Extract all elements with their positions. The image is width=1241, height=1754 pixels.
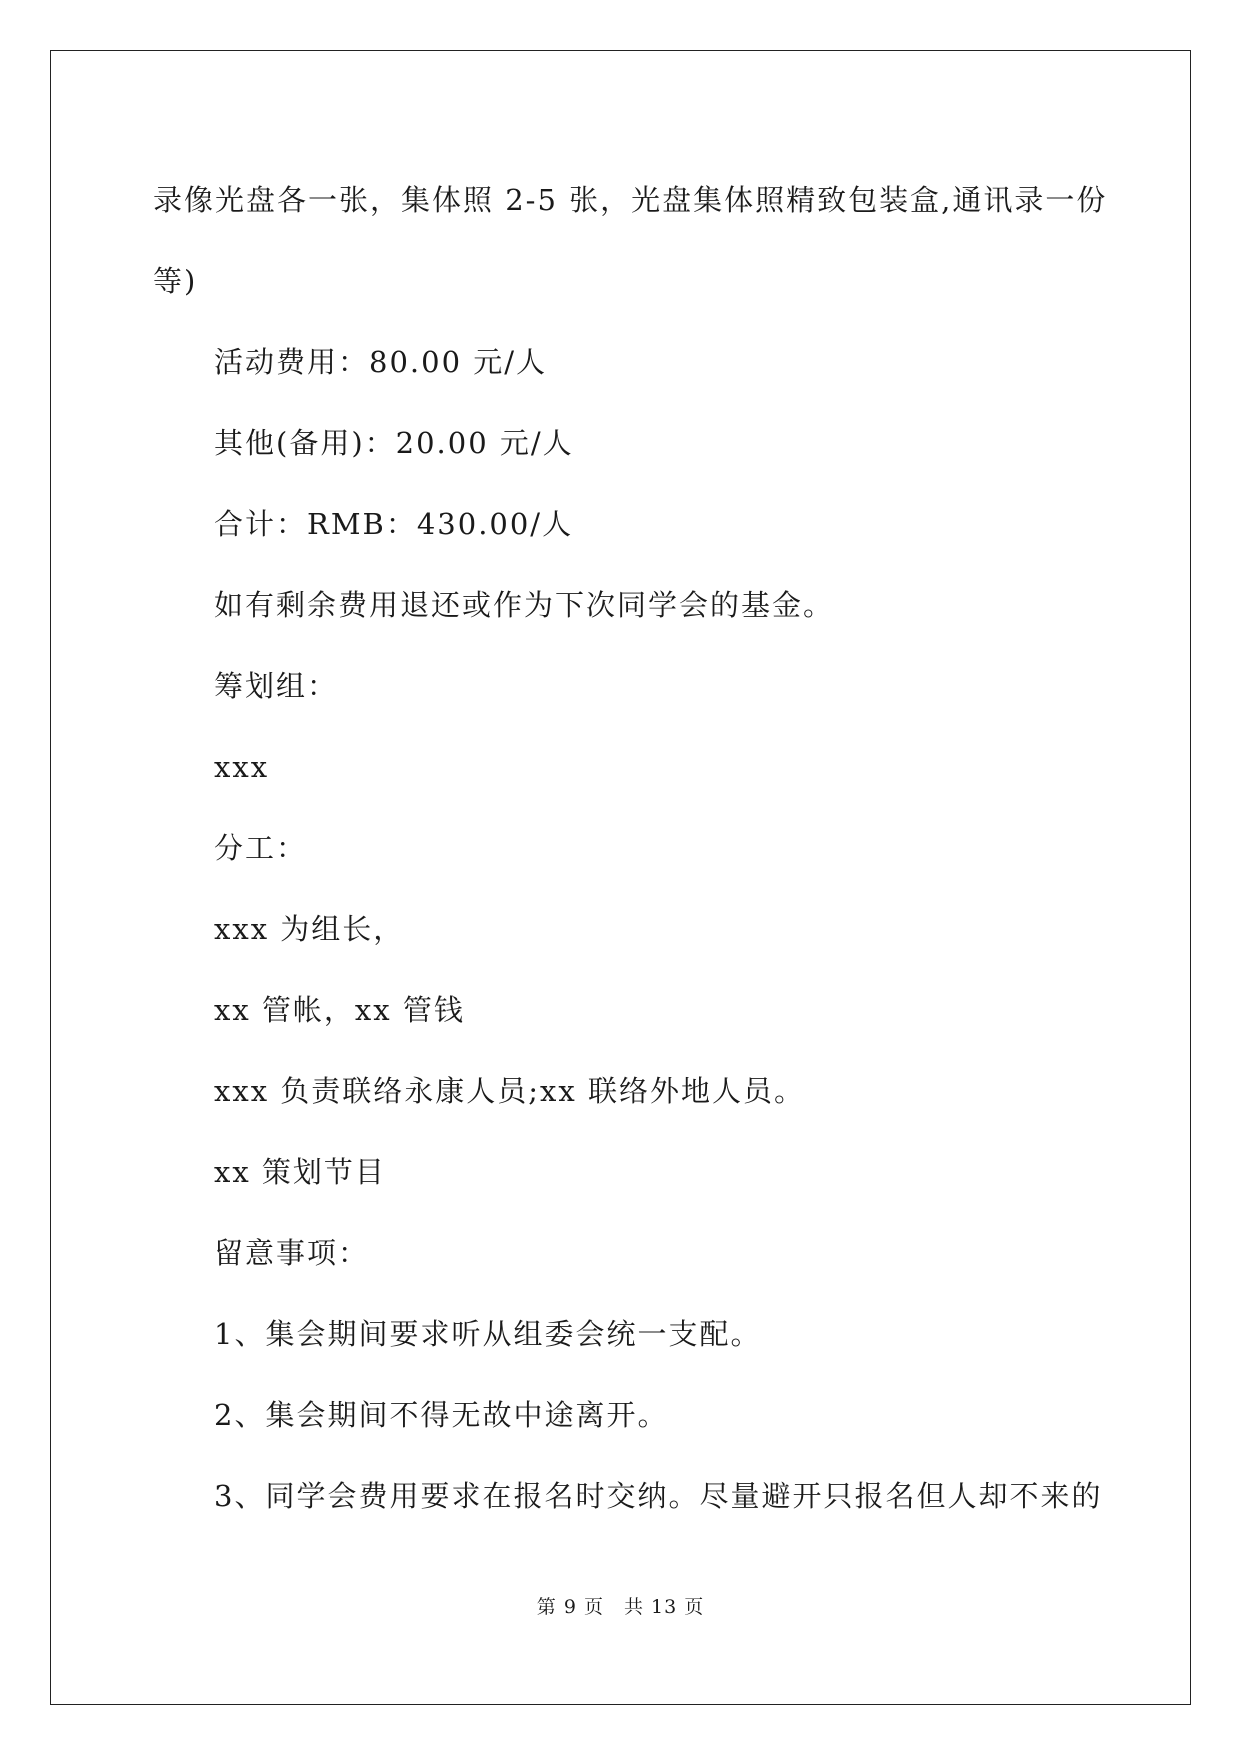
text-line: 合计：RMB：430.00/人 — [214, 507, 574, 541]
text-line: 活动费用：80.00 元/人 — [214, 345, 548, 379]
text-line: 分工： — [214, 831, 308, 865]
text-line: 2、集会期间不得无故中途离开。 — [214, 1398, 669, 1432]
text-line: xxx 为组长， — [214, 912, 405, 946]
page-number-footer: 第 9 页 共 13 页 — [536, 1596, 705, 1618]
document-body — [153, 160, 1108, 1537]
text-line: xxx 负责联络永康人员;xx 联络外地人员。 — [214, 1074, 805, 1108]
text-line: 3、同学会费用要求在报名时交纳。尽量避开只报名但人却不来的 — [214, 1479, 1103, 1513]
text-line: 等) — [153, 264, 198, 298]
text-line: 如有剩余费用退还或作为下次同学会的基金。 — [214, 588, 835, 622]
text-line: xxx — [214, 750, 270, 784]
text-line: xx 策划节目 — [214, 1155, 386, 1189]
text-line: 留意事项： — [214, 1236, 370, 1270]
text-line: 录像光盘各一张，集体照 2-5 张，光盘集体照精致包装盒,通讯录一份 — [153, 183, 1108, 217]
text-line: 筹划组： — [214, 669, 339, 703]
text-line: xx 管帐，xx 管钱 — [214, 993, 465, 1027]
text-line: 其他(备用)：20.00 元/人 — [214, 426, 574, 460]
text-line: 1、集会期间要求听从组委会统一支配。 — [214, 1317, 762, 1351]
